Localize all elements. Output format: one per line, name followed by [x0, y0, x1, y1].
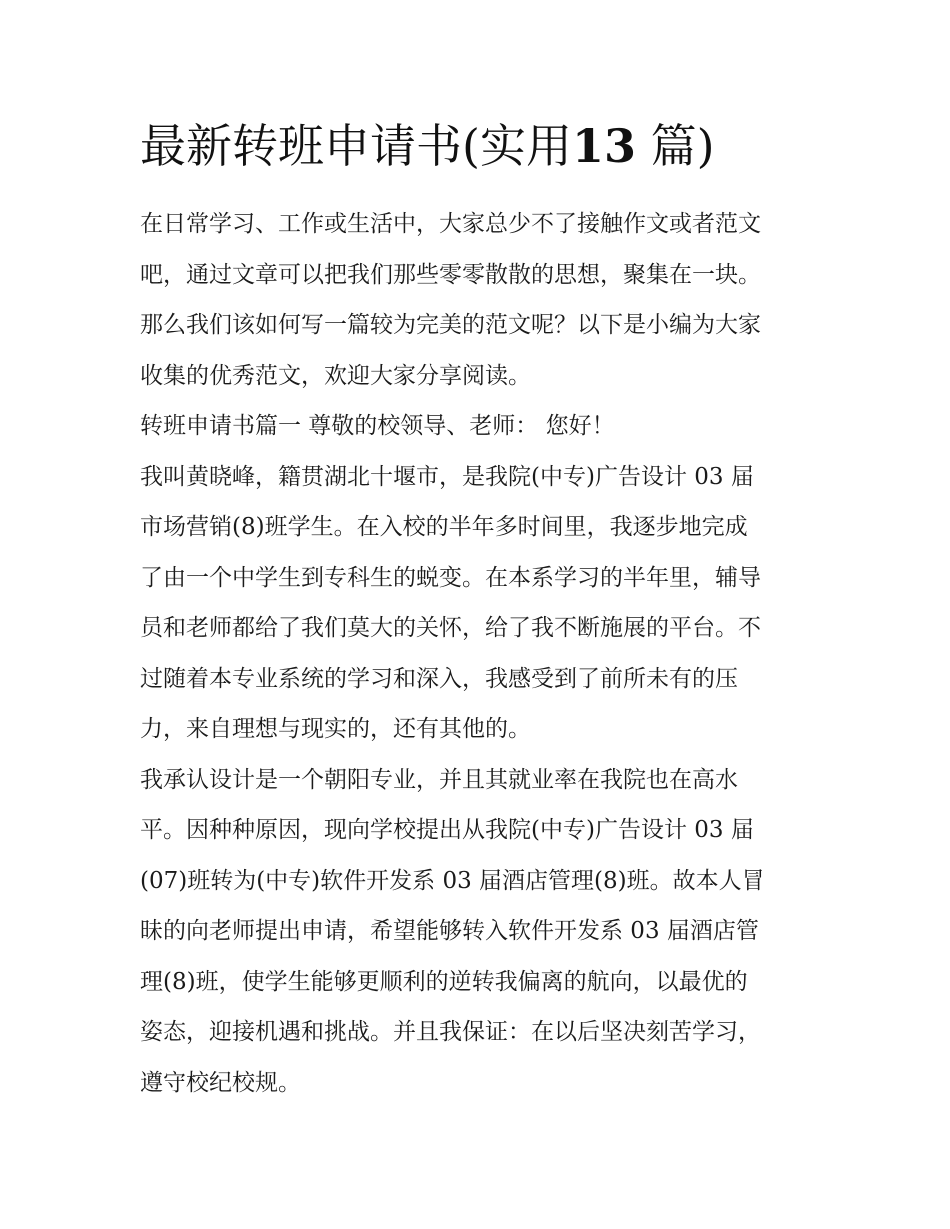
- text-line: 过随着本专业系统的学习和深入，我感受到了前所未有的压: [140, 665, 738, 692]
- text-line: 平。因种种原因，现向学校提出从我院(中专)广告设计 03 届: [140, 817, 754, 843]
- title-prefix: 最新转班申请书(实用: [140, 119, 572, 173]
- text-line: 员和老师都给了我们莫大的关怀，给了我不断施展的平台。不: [140, 615, 761, 641]
- document-title: [140, 112, 840, 180]
- text-line: 遵守校纪校规。: [140, 1069, 301, 1096]
- text-line: 市场营销(8)班学生。在入校的半年多时间里，我逐步地完成: [140, 514, 748, 540]
- text-line: 姿态，迎接机遇和挑战。并且我保证：在以后坚决刻苦学习，: [140, 1019, 761, 1045]
- text-line: 收集的优秀范文，欢迎大家分享阅读。: [140, 362, 531, 389]
- text-line: 我叫黄晓峰，籍贯湖北十堰市，是我院(中专)广告设计 03 届: [140, 463, 754, 490]
- title-suffix: 篇): [650, 119, 715, 173]
- document-body: [140, 199, 820, 1108]
- text-line: 力，来自理想与现实的，还有其他的。: [140, 716, 531, 742]
- text-line: 我承认设计是一个朝阳专业，并且其就业率在我院也在高水: [140, 766, 738, 793]
- text-line: (07)班转为(中专)软件开发系 03 届酒店管理(8)班。故本人冒: [140, 867, 765, 894]
- title-number: 13: [571, 119, 636, 173]
- text-line: 理(8)班，使学生能够更顺利的逆转我偏离的航向，以最优的: [140, 968, 748, 995]
- text-line: 转班申请书篇一 尊敬的校领导、老师： 您好！: [140, 413, 615, 439]
- text-line: 那么我们该如何写一篇较为完美的范文呢？以下是小编为大家: [140, 312, 761, 338]
- text-line: 在日常学习、工作或生活中，大家总少不了接触作文或者范文: [140, 211, 761, 237]
- text-line: 吧，通过文章可以把我们那些零零散散的思想，聚集在一块。: [140, 261, 761, 288]
- text-line: 昧的向老师提出申请，希望能够转入软件开发系 03 届酒店管: [140, 918, 759, 944]
- text-line: 了由一个中学生到专科生的蜕变。在本系学习的半年里，辅导: [140, 564, 761, 591]
